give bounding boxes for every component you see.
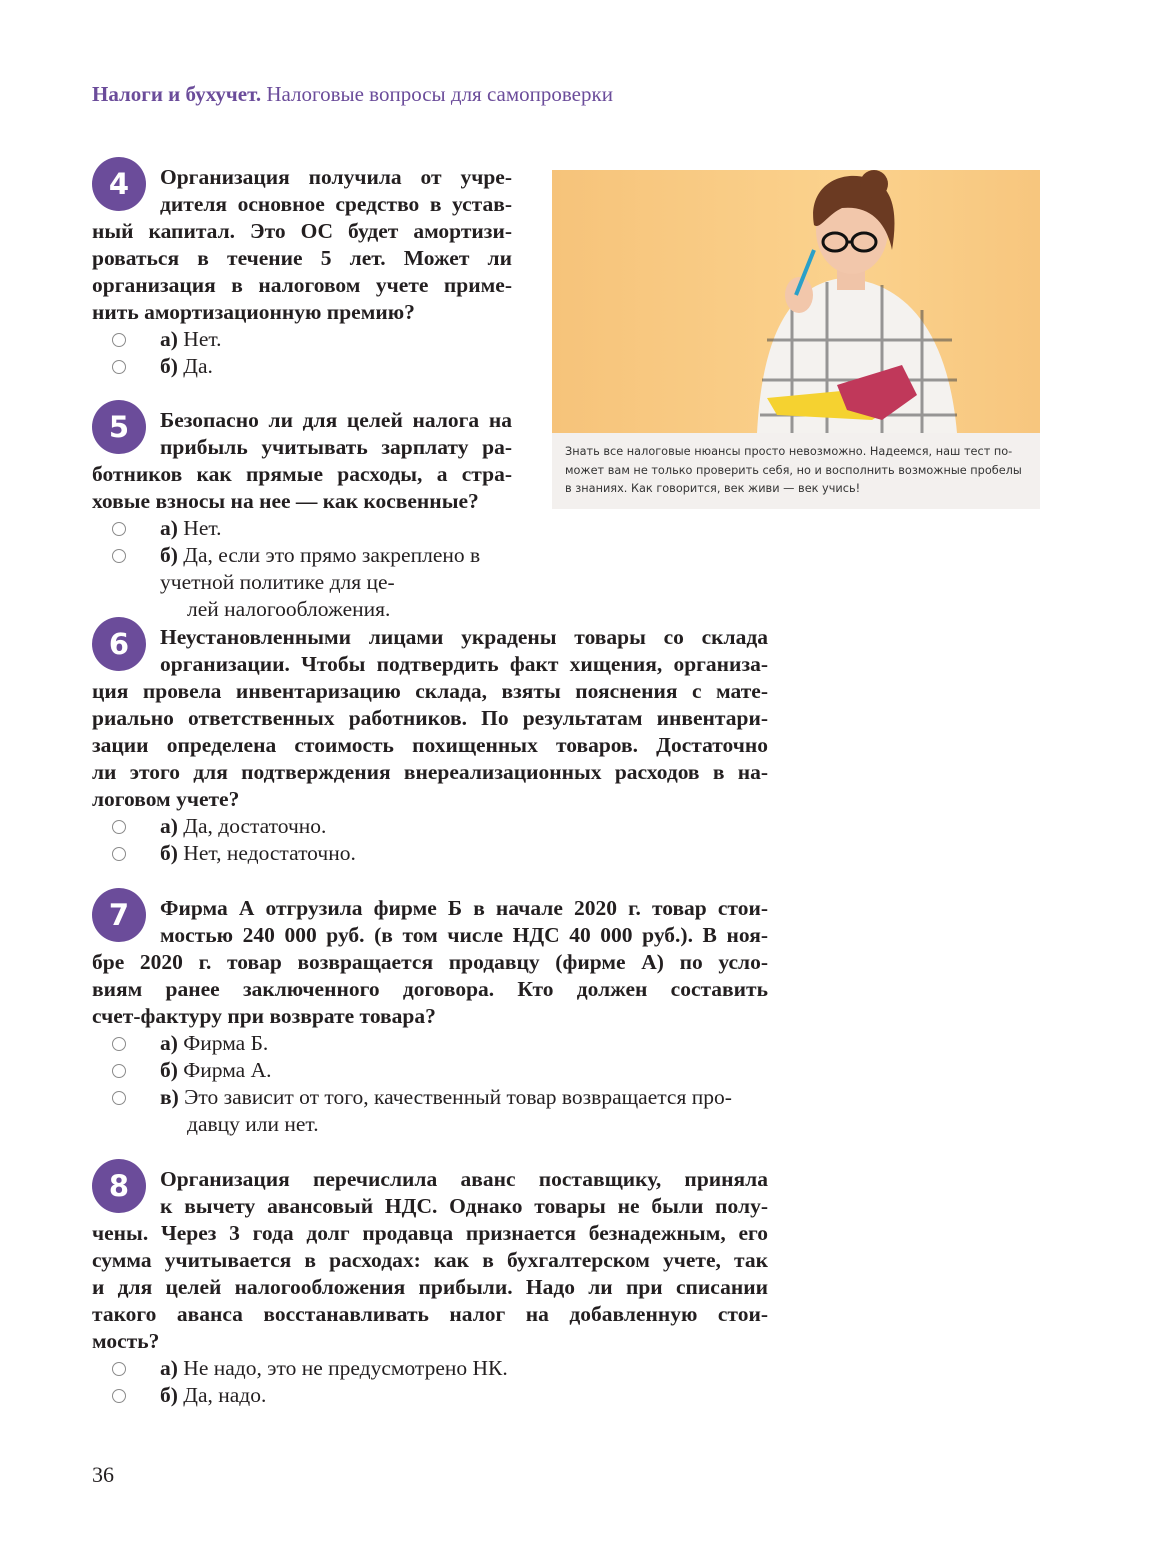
header-section: Налоги и бухучет. bbox=[92, 82, 262, 106]
radio-button[interactable] bbox=[112, 1091, 126, 1105]
option-text: Да, достаточно. bbox=[183, 814, 327, 838]
question-text-line: роваться в течение 5 лет. Может ли bbox=[92, 246, 512, 270]
option-label: а) bbox=[160, 814, 178, 838]
option-text: Да, надо. bbox=[183, 1383, 267, 1407]
answer-option[interactable] bbox=[92, 813, 768, 840]
radio-button[interactable] bbox=[112, 1064, 126, 1078]
question-text-line: зации определена стоимость похищенных товаров. Достаточно bbox=[92, 733, 768, 757]
question-text-line: дителя основное средство в устав- bbox=[160, 192, 512, 216]
question-text-line: логовом учете? bbox=[92, 787, 240, 811]
option-label: а) bbox=[160, 327, 178, 351]
question-text-line: организации. Чтобы подтвердить факт хищения, организа- bbox=[160, 652, 768, 676]
question-number-badge: 5 bbox=[92, 400, 146, 454]
question-text-line: ли этого для подтверждения внереализационных расходов в на- bbox=[92, 760, 768, 784]
option-label: б) bbox=[160, 354, 178, 378]
page-number: 36 bbox=[92, 1462, 114, 1487]
option-label: в) bbox=[160, 1085, 179, 1109]
option-text: Фирма Б. bbox=[183, 1031, 269, 1055]
question-text-line: ховые взносы на нее — как косвенные? bbox=[92, 489, 479, 513]
question-text-line: Безопасно ли для целей налога на bbox=[160, 408, 512, 432]
question-text-line: ный капитал. Это ОС будет амортизи- bbox=[92, 219, 512, 243]
option-text: Не надо, это не предусмотрено НК. bbox=[183, 1356, 508, 1380]
option-text: Да. bbox=[183, 354, 213, 378]
radio-button[interactable] bbox=[112, 820, 126, 834]
option-text: давцу или нет. bbox=[187, 1112, 319, 1136]
option-text: Это зависит от того, качественный товар возвращается про- bbox=[184, 1085, 732, 1109]
answer-option[interactable] bbox=[92, 840, 768, 867]
question-text-line: ция провела инвентаризацию склада, взяты пояснения с мате- bbox=[92, 679, 768, 703]
question-text-line: к вычету авансовый НДС. Однако товары не были полу- bbox=[160, 1194, 768, 1218]
answer-option[interactable] bbox=[92, 1057, 768, 1084]
header-title: Налоговые вопросы для самопроверки bbox=[266, 82, 613, 106]
radio-button[interactable] bbox=[112, 1389, 126, 1403]
question-number-badge: 4 bbox=[92, 157, 146, 211]
radio-button[interactable] bbox=[112, 360, 126, 374]
option-label: а) bbox=[160, 516, 178, 540]
answer-option[interactable] bbox=[92, 326, 512, 353]
question-block bbox=[92, 1166, 768, 1409]
option-text: Нет, недостаточно. bbox=[183, 841, 356, 865]
answer-option[interactable] bbox=[92, 1030, 768, 1057]
question-text-line: организация в налоговом учете приме- bbox=[92, 273, 512, 297]
caption-line: Знать все налоговые нюансы просто невозможно. Надеемся, наш тест по- bbox=[565, 445, 1013, 458]
question-number-badge: 6 bbox=[92, 617, 146, 671]
question-block bbox=[92, 407, 512, 623]
question-text-line: счет-фактуру при возврате товара? bbox=[92, 1004, 436, 1028]
radio-button[interactable] bbox=[112, 1037, 126, 1051]
answer-option[interactable] bbox=[92, 542, 512, 623]
radio-button[interactable] bbox=[112, 522, 126, 536]
question-text-line: риально ответственных работников. По результатам инвентари- bbox=[92, 706, 768, 730]
answer-option[interactable] bbox=[92, 353, 512, 380]
running-header bbox=[92, 82, 613, 107]
question-number-badge: 7 bbox=[92, 888, 146, 942]
option-text: Нет. bbox=[183, 516, 222, 540]
option-text: Фирма А. bbox=[183, 1058, 272, 1082]
question-text-line: Организация перечислила аванс поставщику, приняла bbox=[160, 1167, 768, 1191]
radio-button[interactable] bbox=[112, 549, 126, 563]
radio-button[interactable] bbox=[112, 333, 126, 347]
question-text-line: Организация получила от учре- bbox=[160, 165, 512, 189]
question-text-line: нить амортизационную премию? bbox=[92, 300, 415, 324]
question-text-line: Фирма А отгрузила фирме Б в начале 2020 г. товар стои- bbox=[160, 896, 768, 920]
radio-button[interactable] bbox=[112, 847, 126, 861]
question-text-line: такого аванса восстанавливать налог на добавленную стои- bbox=[92, 1302, 768, 1326]
radio-button[interactable] bbox=[112, 1362, 126, 1376]
question-text-line: бре 2020 г. товар возвращается продавцу (фирме А) по усло- bbox=[92, 950, 768, 974]
answer-option[interactable] bbox=[92, 515, 512, 542]
caption-line: в знаниях. Как говорится, век живи — век учись! bbox=[565, 482, 861, 495]
question-text-line: ботников как прямые расходы, а стра- bbox=[92, 462, 512, 486]
question-block bbox=[92, 895, 768, 1138]
option-label: б) bbox=[160, 1058, 178, 1082]
option-label: б) bbox=[160, 841, 178, 865]
question-text-line: прибыль учитывать зарплату ра- bbox=[160, 435, 512, 459]
option-text: Нет. bbox=[183, 327, 222, 351]
option-text: лей налогообложения. bbox=[187, 597, 391, 621]
question-text-line: мостью 240 000 руб. (в том числе НДС 40 000 руб.). В ноя- bbox=[160, 923, 768, 947]
question-block bbox=[92, 164, 512, 380]
photo-woman-with-notebook bbox=[552, 170, 1040, 433]
question-number-badge: 8 bbox=[92, 1159, 146, 1213]
answer-option[interactable] bbox=[92, 1355, 768, 1382]
option-text: Да, если это прямо закреплено в учетной политике для це- bbox=[160, 543, 481, 594]
option-label: а) bbox=[160, 1356, 178, 1380]
question-text-line: и для целей налогообложения прибыли. Надо ли при списании bbox=[92, 1275, 768, 1299]
answer-option[interactable] bbox=[92, 1382, 768, 1409]
question-text-line: Неустановленными лицами украдены товары со склада bbox=[160, 625, 768, 649]
option-label: б) bbox=[160, 543, 178, 567]
answer-option[interactable] bbox=[92, 1084, 768, 1138]
caption-line: может вам не только проверить себя, но и восполнить возможные пробелы bbox=[565, 463, 1022, 477]
option-label: б) bbox=[160, 1383, 178, 1407]
question-text-line: мость? bbox=[92, 1329, 160, 1353]
option-label: а) bbox=[160, 1031, 178, 1055]
question-block bbox=[92, 624, 768, 867]
question-text-line: чены. Через 3 года долг продавца признается безнадежным, его bbox=[92, 1221, 768, 1245]
photo-caption bbox=[552, 433, 1040, 509]
question-text-line: виям ранее заключенного договора. Кто должен составить bbox=[92, 977, 768, 1001]
question-text-line: сумма учитывается в расходах: как в бухгалтерском учете, так bbox=[92, 1248, 768, 1272]
